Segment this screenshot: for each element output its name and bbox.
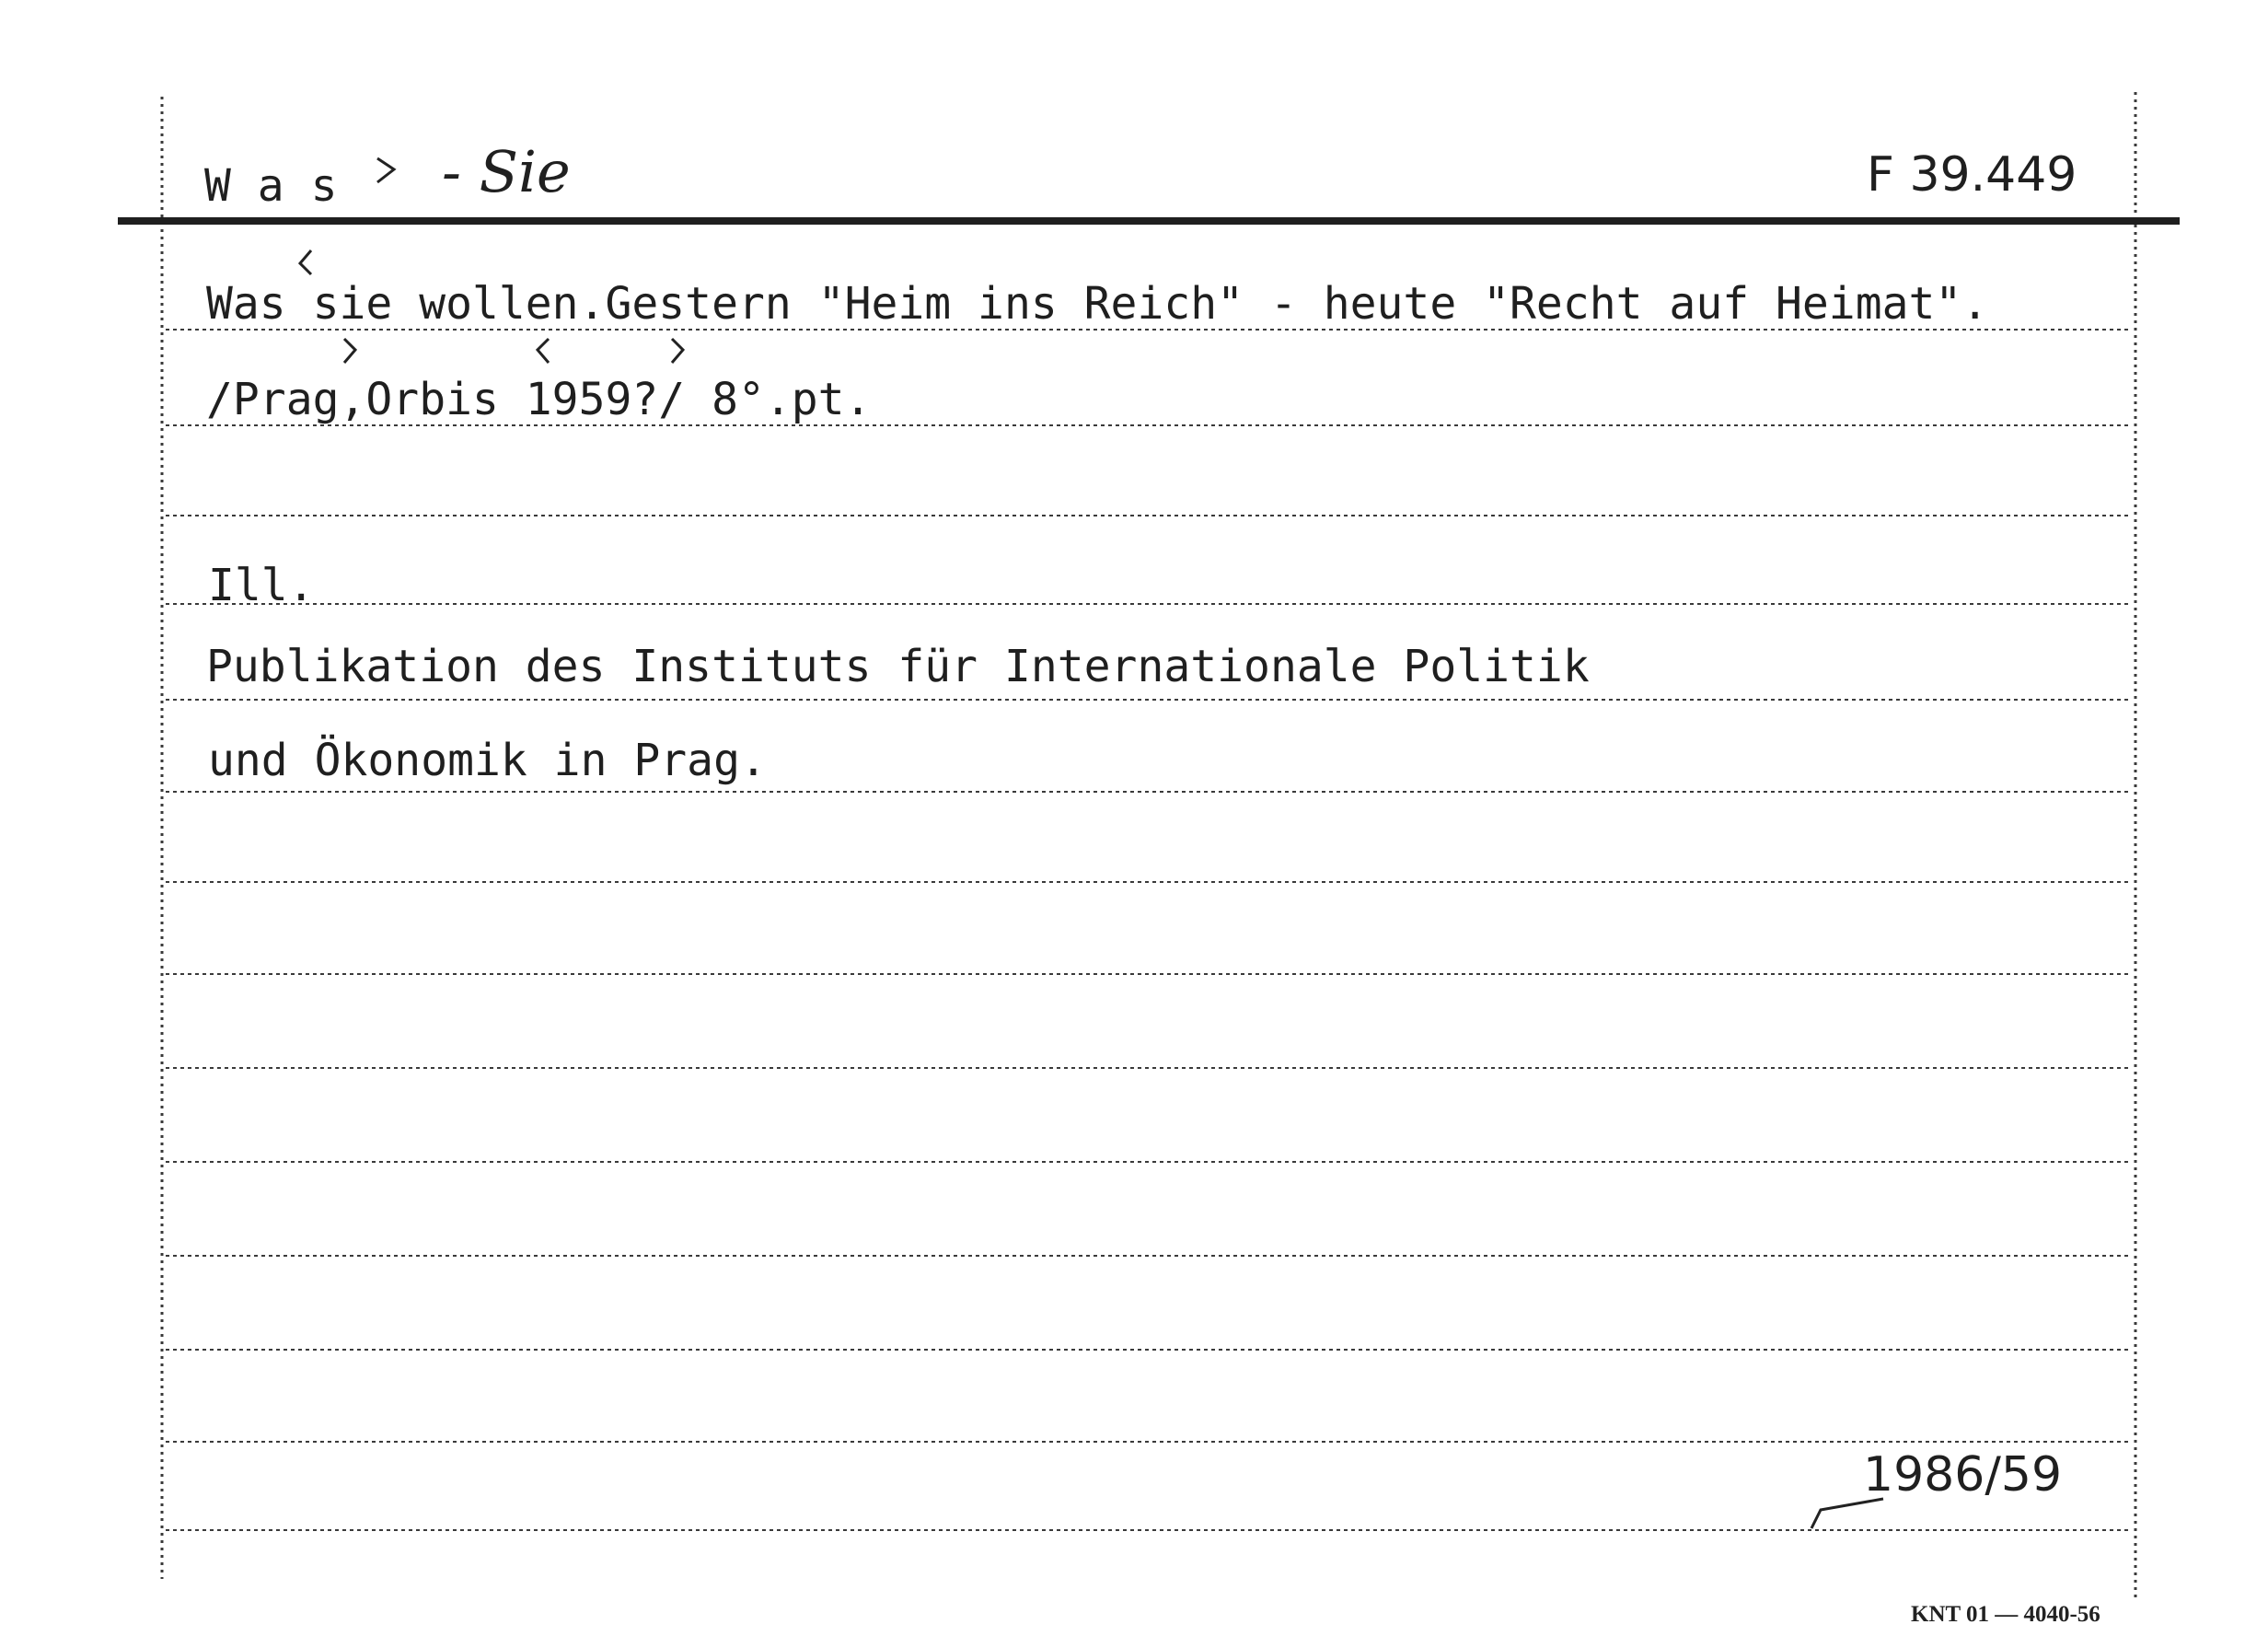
correction-mark [672,339,683,363]
dotted-rule-lines [166,330,2132,1530]
accession-number: 1986/59 [1863,1447,2063,1503]
header-rule [118,217,2180,225]
heading-handwritten: - Sie [442,138,571,205]
series-line-1: Publikation des Instituts für Internationale Politik [206,641,1590,692]
illustrations-line: Ill. [208,560,315,611]
title-line: Was sie wollen.Gestern "Heim ins Reich" - heute "Recht auf Heimat". [206,278,1989,330]
correction-mark [344,339,355,363]
correction-mark [538,339,549,363]
series-line-2: und Ökonomik in Prag. [208,735,767,786]
correction-mark [300,250,311,274]
form-code: KNT 01 — 4040-56 [1911,1602,2100,1627]
heading-typed: W a s [204,160,338,212]
correction-mark [377,158,394,182]
imprint-line: /Prag,Orbis 1959?/ 8°.pt. [206,374,872,425]
check-mark [1811,1499,1883,1528]
call-number: F 39.449 [1867,147,2077,203]
